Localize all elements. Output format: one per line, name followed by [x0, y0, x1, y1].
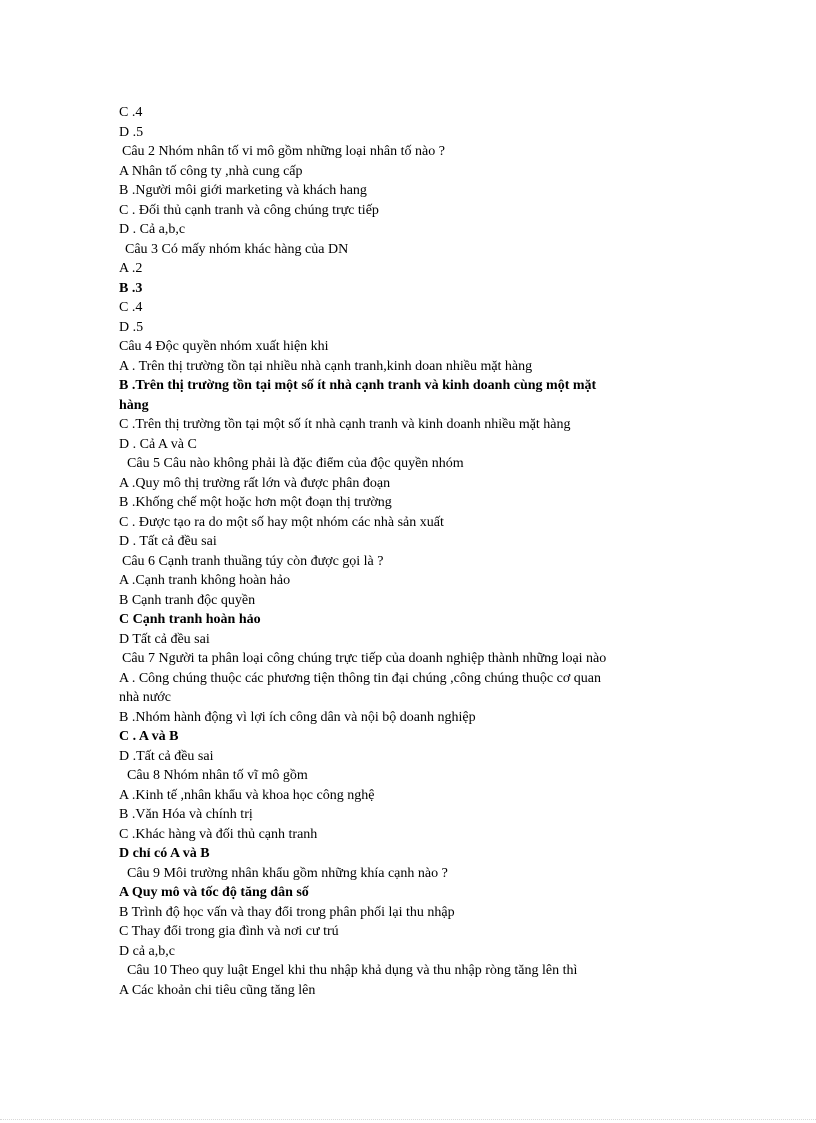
answer-line: A . Công chúng thuộc các phương tiện thông tin đại chúng ,công chúng thuộc cơ quan: [119, 670, 601, 686]
question-line: Câu 5 Câu nào không phải là đặc điểm của độc quyền nhóm: [127, 456, 464, 471]
answer-line: A .Quy mô thị trường rất lớn và được phân đoạn: [119, 475, 391, 491]
answer-line: A .Cạnh tranh không hoàn hảo: [119, 573, 291, 588]
question-line: Câu 10 Theo quy luật Engel khi thu nhập khả dụng và thu nhập ròng tăng lên thì: [127, 963, 578, 978]
answer-line: C . A và B: [119, 729, 179, 744]
answer-line: C .4: [119, 105, 143, 120]
answer-line: hàng: [119, 397, 149, 413]
answer-line: C Cạnh tranh hoàn hảo: [119, 612, 261, 627]
answer-line: D Tất cả đều sai: [119, 631, 210, 647]
question-line: Câu 7 Người ta phân loại công chúng trực tiếp của doanh nghiệp thành những loại nào: [122, 651, 607, 666]
answer-line: A Quy mô và tốc độ tăng dân số: [119, 885, 309, 900]
answer-line: A Nhân tố công ty ,nhà cung cấp: [119, 163, 303, 179]
answer-line: A .Kinh tế ,nhân khẩu và khoa học công nghệ: [119, 787, 375, 803]
answer-line: C . Được tạo ra do một số hay một nhóm các nhà sản xuất: [119, 514, 444, 530]
question-line: Câu 9 Môi trường nhân khẩu gồm những khía cạnh nào ?: [127, 865, 448, 881]
answer-line: B Cạnh tranh độc quyền: [119, 592, 256, 608]
question-line: Câu 2 Nhóm nhân tố vi mô gồm những loại nhân tố nào ?: [122, 144, 445, 159]
answer-line: A .2: [119, 261, 143, 276]
answer-line: C . Đối thủ cạnh tranh và công chúng trực tiếp: [119, 202, 379, 218]
answer-line: C .Trên thị trường tồn tại một số ít nhà cạnh tranh và kinh doanh nhiều mặt hàng: [119, 417, 571, 432]
answer-line: D cả a,b,c: [119, 943, 175, 959]
answer-line: B .Người môi giới marketing và khách hang: [119, 183, 367, 198]
answer-line: D .5: [119, 124, 144, 140]
question-line: Câu 6 Cạnh tranh thuầng túy còn được gọi là ?: [122, 553, 384, 569]
answer-line: B .Nhóm hành động vì lợi ích công dân và nội bộ doanh nghiệp: [119, 709, 476, 725]
answer-line: C Thay đổi trong gia đình và nơi cư trú: [119, 924, 339, 939]
answer-line: C .Khác hàng và đối thủ cạnh tranh: [119, 826, 318, 842]
answer-line: D .Tất cả đều sai: [119, 748, 214, 764]
question-line: Câu 3 Có mấy nhóm khác hàng của DN: [125, 241, 349, 257]
answer-line: D .5: [119, 319, 144, 335]
answer-line: A . Trên thị trường tồn tại nhiều nhà cạnh tranh,kinh doan nhiều mặt hàng: [119, 358, 533, 374]
answer-line: B .Văn Hóa và chính trị: [119, 807, 253, 822]
answer-line: D . Tất cả đều sai: [119, 534, 217, 549]
answer-line: B .Khống chế một hoặc hơn một đoạn thị trường: [119, 495, 392, 510]
question-line: Câu 4 Độc quyền nhóm xuất hiện khi: [119, 339, 329, 354]
answer-line: B .3: [119, 280, 143, 296]
answer-line: B Trình độ học vấn và thay đổi trong phân phối lại thu nhập: [119, 904, 455, 920]
answer-line: nhà nước: [119, 690, 171, 705]
answer-line: D . Cả a,b,c: [119, 222, 186, 237]
document-body: [119, 103, 699, 1000]
question-line: Câu 8 Nhóm nhân tố vĩ mô gồm: [127, 768, 308, 783]
answer-line: D chỉ có A và B: [119, 846, 210, 861]
page-bottom-border: [0, 1119, 816, 1120]
answer-line: C .4: [119, 300, 143, 315]
answer-line: B .Trên thị trường tồn tại một số ít nhà cạnh tranh và kinh doanh cùng một mặt: [119, 378, 597, 393]
answer-line: D . Cả A và C: [119, 436, 197, 452]
answer-line: A Các khoản chi tiêu cũng tăng lên: [119, 982, 316, 998]
